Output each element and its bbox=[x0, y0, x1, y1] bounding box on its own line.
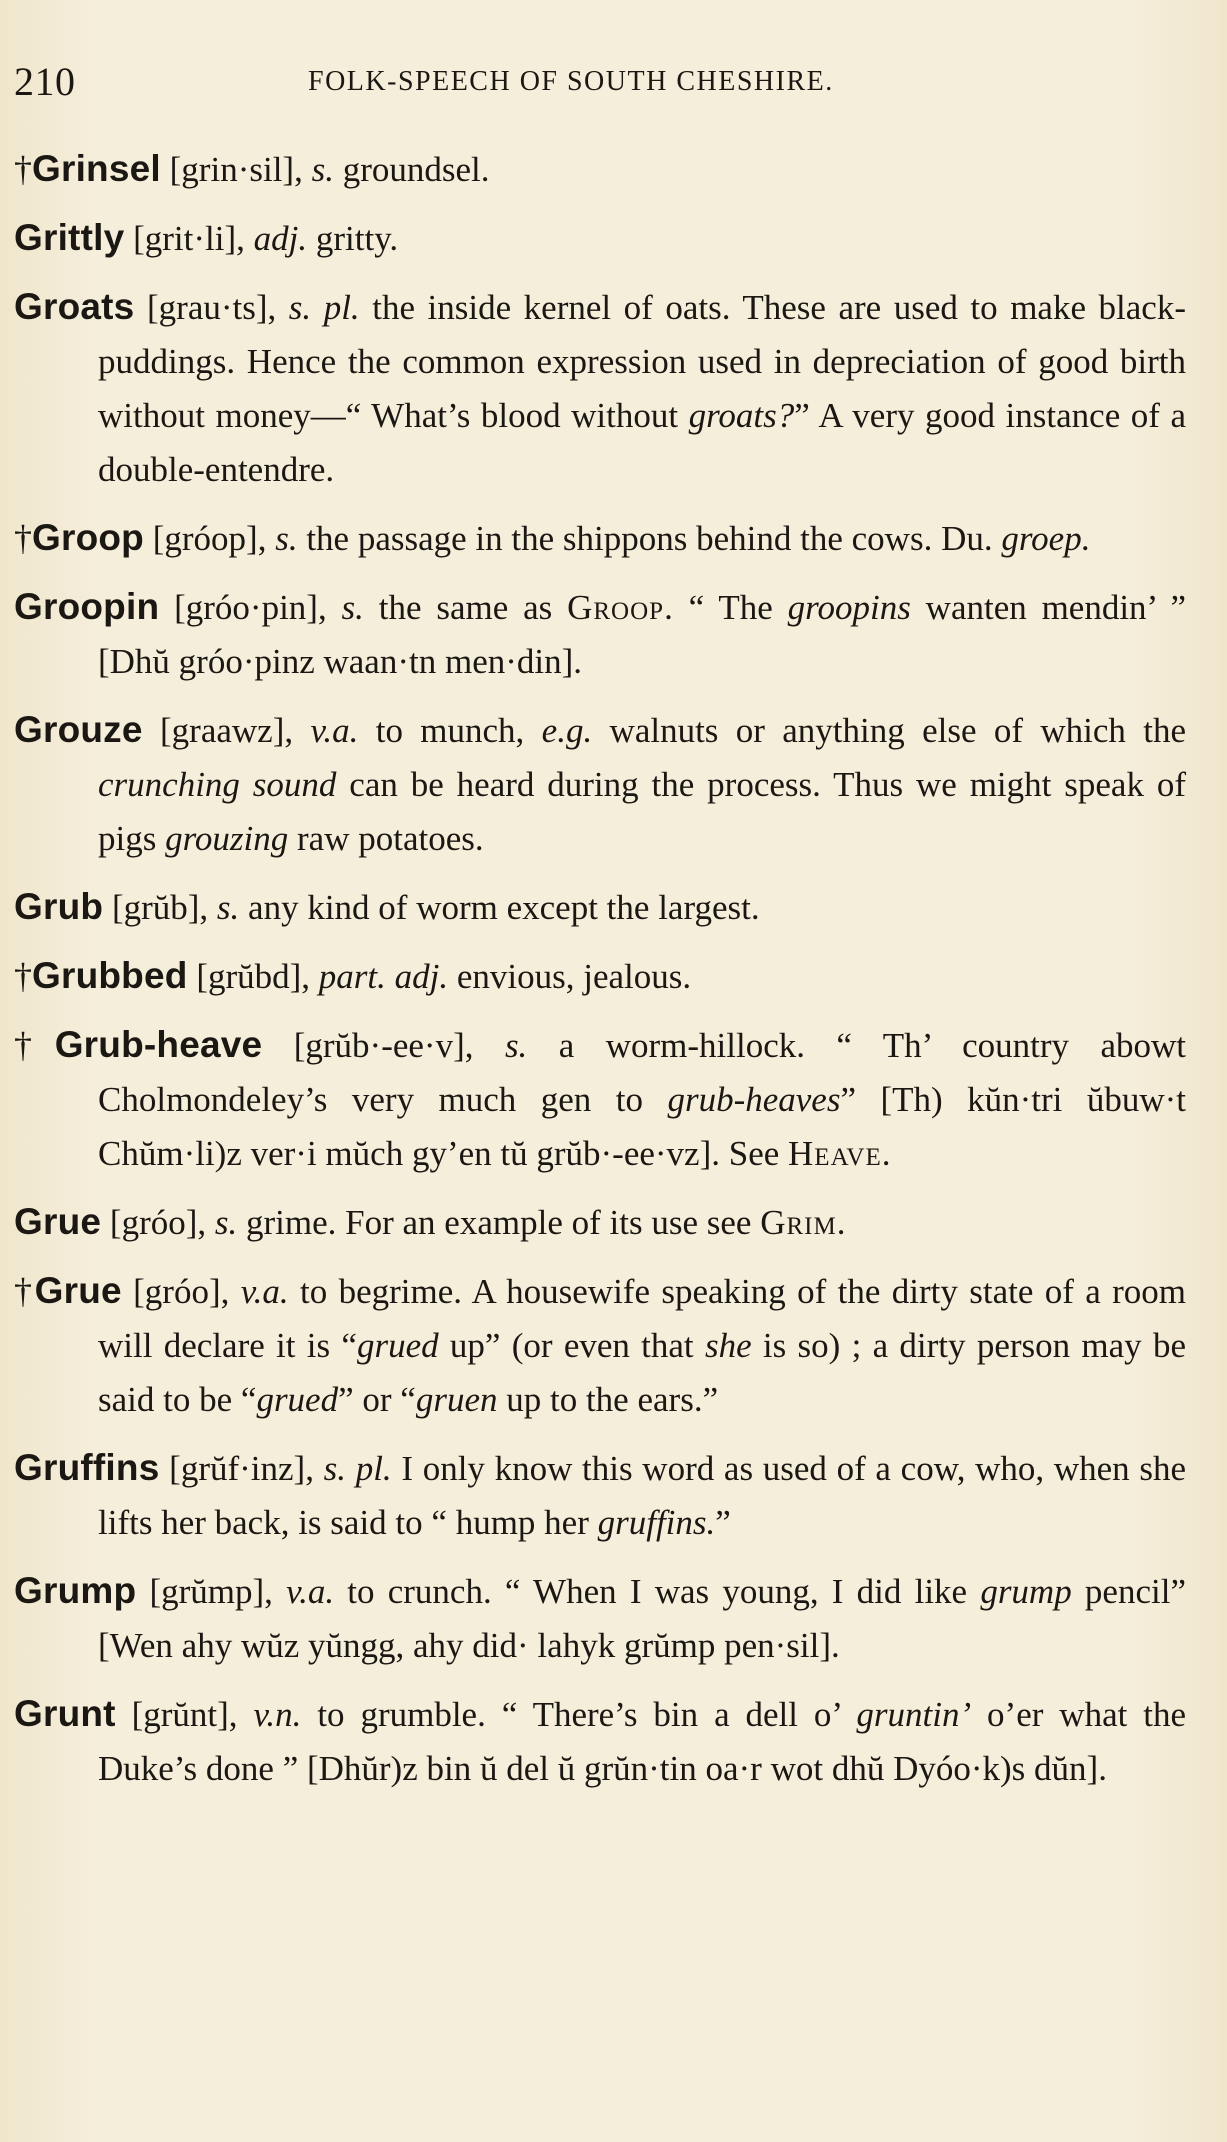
grammar-label: adj. bbox=[253, 219, 308, 258]
entry-text: [grit·li], bbox=[124, 219, 254, 258]
entry-text: a worm-hillock. “ Th’ country abowt Cholmondeley’s very much gen to bbox=[98, 1026, 1186, 1119]
headword: Grue bbox=[34, 1270, 122, 1311]
headword: Gruffins bbox=[14, 1447, 160, 1488]
headword: Grouze bbox=[14, 709, 143, 750]
grammar-label: v.a. bbox=[240, 1272, 289, 1311]
grammar-label: s. bbox=[275, 519, 298, 558]
grammar-label: v.n. bbox=[253, 1695, 302, 1734]
entry-text: up to the ears.” bbox=[497, 1380, 719, 1419]
italic-text: gruntin’ bbox=[856, 1695, 972, 1734]
running-title: FOLK-SPEECH OF SOUTH CHESHIRE. bbox=[308, 66, 834, 97]
dagger-mark: † bbox=[14, 956, 32, 996]
headword: Grub-heave bbox=[54, 1024, 263, 1065]
entry-grubbed bbox=[14, 949, 1186, 1004]
headword: Grinsel bbox=[32, 148, 161, 189]
entry-text: any kind of worm except the largest. bbox=[239, 888, 760, 927]
entry-groats bbox=[14, 280, 1186, 497]
entry-gruffins bbox=[14, 1441, 1186, 1550]
headword: Groopin bbox=[14, 586, 160, 627]
headword: Grue bbox=[14, 1201, 102, 1242]
entry-text: [grŭb·-ee·v], bbox=[262, 1026, 505, 1065]
entry-grinsel bbox=[14, 142, 1186, 197]
entry-text: [grŭmp], bbox=[136, 1572, 287, 1611]
entry-text: [grŭbd], bbox=[187, 957, 319, 996]
entry-text: to begrime. A housewife speaking of the dirty state of a room will declare it is “ bbox=[98, 1272, 1187, 1365]
dagger-mark: † bbox=[14, 1025, 55, 1065]
italic-text: grued bbox=[356, 1326, 439, 1365]
entry-text: [gróo], bbox=[121, 1272, 241, 1311]
entry-groopin bbox=[14, 580, 1186, 689]
headword: Grump bbox=[14, 1570, 137, 1611]
italic-text: gruffins. bbox=[597, 1503, 716, 1542]
entry-text: “ The bbox=[673, 588, 788, 627]
italic-text: gruen bbox=[415, 1380, 498, 1419]
grammar-label: s. bbox=[214, 1203, 238, 1242]
running-head bbox=[14, 58, 1194, 108]
entry-text: envious, jealous. bbox=[448, 957, 692, 996]
entry-text: ” bbox=[715, 1503, 731, 1542]
entry-text: groundsel. bbox=[333, 150, 490, 189]
entry-text: to grumble. “ There’s bin a dell o’ bbox=[301, 1695, 857, 1734]
entry-text: the same as bbox=[363, 588, 568, 627]
dagger-mark: † bbox=[14, 1271, 35, 1311]
italic-text: she bbox=[704, 1326, 752, 1365]
headword: Grunt bbox=[14, 1693, 116, 1734]
entry-text: up” (or even that bbox=[438, 1326, 705, 1365]
entry-text: ” A very good instance of a double-entendre. bbox=[98, 396, 1186, 489]
entry-grouze bbox=[14, 703, 1186, 866]
italic-text: e.g. bbox=[541, 711, 593, 750]
italic-text: groopins bbox=[787, 588, 911, 627]
italic-text: groep. bbox=[1001, 519, 1091, 558]
headword: Grubbed bbox=[32, 955, 188, 996]
dagger-mark: † bbox=[14, 149, 32, 189]
entry-text: gritty. bbox=[307, 219, 399, 258]
entry-text: [gróop], bbox=[143, 519, 276, 558]
italic-text: grump bbox=[980, 1572, 1072, 1611]
entry-text: the passage in the shippons behind the cows. Du. bbox=[297, 519, 1002, 558]
entry-text: pencil” [Wen ahy wŭz yŭngg, ahy did· lahyk grŭmp pen·sil]. bbox=[98, 1572, 1186, 1665]
entry-text: [gróo·pin], bbox=[159, 588, 342, 627]
entry-text: I only know this word as used of a cow, who, when she lifts her back, is said to “ hump her bbox=[98, 1449, 1186, 1542]
entry-grittly bbox=[14, 211, 1186, 266]
entry-text: to munch, bbox=[358, 711, 542, 750]
entry-text: raw potatoes. bbox=[288, 819, 484, 858]
entry-grue-noun bbox=[14, 1195, 1186, 1250]
grammar-label: s. bbox=[504, 1026, 528, 1065]
entry-grump bbox=[14, 1564, 1186, 1673]
page-number: 210 bbox=[14, 59, 76, 104]
entry-list bbox=[14, 142, 1186, 1810]
entry-text: can be heard during the process. Thus we might speak of pigs bbox=[98, 765, 1186, 858]
entry-text: [grau·ts], bbox=[134, 288, 289, 327]
grammar-label: s. pl. bbox=[323, 1449, 392, 1488]
entry-text: [grŭf·inz], bbox=[159, 1449, 324, 1488]
grammar-label: v.a. bbox=[286, 1572, 335, 1611]
cross-reference: Grim. bbox=[760, 1203, 847, 1242]
entry-text: to crunch. “ When I was young, I did like bbox=[334, 1572, 981, 1611]
entry-grunt bbox=[14, 1687, 1186, 1796]
headword: Grittly bbox=[14, 217, 125, 258]
entry-groop bbox=[14, 511, 1186, 566]
italic-text: crunching sound bbox=[98, 765, 337, 804]
italic-text: grued bbox=[256, 1380, 339, 1419]
grammar-label: s. bbox=[216, 888, 240, 927]
entry-text: is so) ; a dirty person may be said to be “ bbox=[98, 1326, 1186, 1419]
grammar-label: part. adj. bbox=[318, 957, 449, 996]
entry-text: [grŭb], bbox=[103, 888, 217, 927]
entry-text: the inside kernel of oats. These are used to make black-puddings. Hence the common expression used in depreciation of good birth without money—“ What’s blood without bbox=[98, 288, 1186, 435]
dagger-mark: † bbox=[14, 518, 32, 558]
headword: Grub bbox=[14, 886, 104, 927]
entry-text: ” [Th) kŭn·tri ŭbuw·t Chŭm·li)z ver·i mŭch gy’en tŭ grŭb·-ee·vz]. See bbox=[98, 1080, 1186, 1173]
italic-text: groats? bbox=[688, 396, 795, 435]
entry-grub-heave bbox=[14, 1018, 1186, 1181]
headword: Groats bbox=[14, 286, 135, 327]
entry-text: walnuts or anything else of which the bbox=[592, 711, 1186, 750]
entry-text: o’er what the Duke’s done ” [Dhŭr)z bin ŭ del ŭ grŭn·tin oa·r wot dhŭ Dyóo·k)s dŭn]. bbox=[98, 1695, 1186, 1788]
italic-text: grouzing bbox=[165, 819, 289, 858]
headword: Groop bbox=[32, 517, 144, 558]
entry-grue-verb bbox=[14, 1264, 1186, 1427]
entry-text: wanten mendin’ ” [Dhŭ gróo·pinz waan·tn men·din]. bbox=[98, 588, 1186, 681]
cross-reference: Heave. bbox=[788, 1134, 892, 1173]
grammar-label: s. pl. bbox=[288, 288, 360, 327]
cross-reference: Groop. bbox=[567, 588, 674, 627]
grammar-label: s. bbox=[341, 588, 364, 627]
entry-grub bbox=[14, 880, 1186, 935]
grammar-label: s. bbox=[311, 150, 334, 189]
entry-text: ” or “ bbox=[338, 1380, 416, 1419]
entry-text: grime. For an example of its use see bbox=[237, 1203, 761, 1242]
entry-text: [grin·sil], bbox=[160, 150, 312, 189]
entry-text: [grŭnt], bbox=[115, 1695, 254, 1734]
entry-text: [gróo], bbox=[101, 1203, 215, 1242]
italic-text: grub-heaves bbox=[667, 1080, 841, 1119]
entry-text: [graawz], bbox=[142, 711, 311, 750]
grammar-label: v.a. bbox=[310, 711, 359, 750]
